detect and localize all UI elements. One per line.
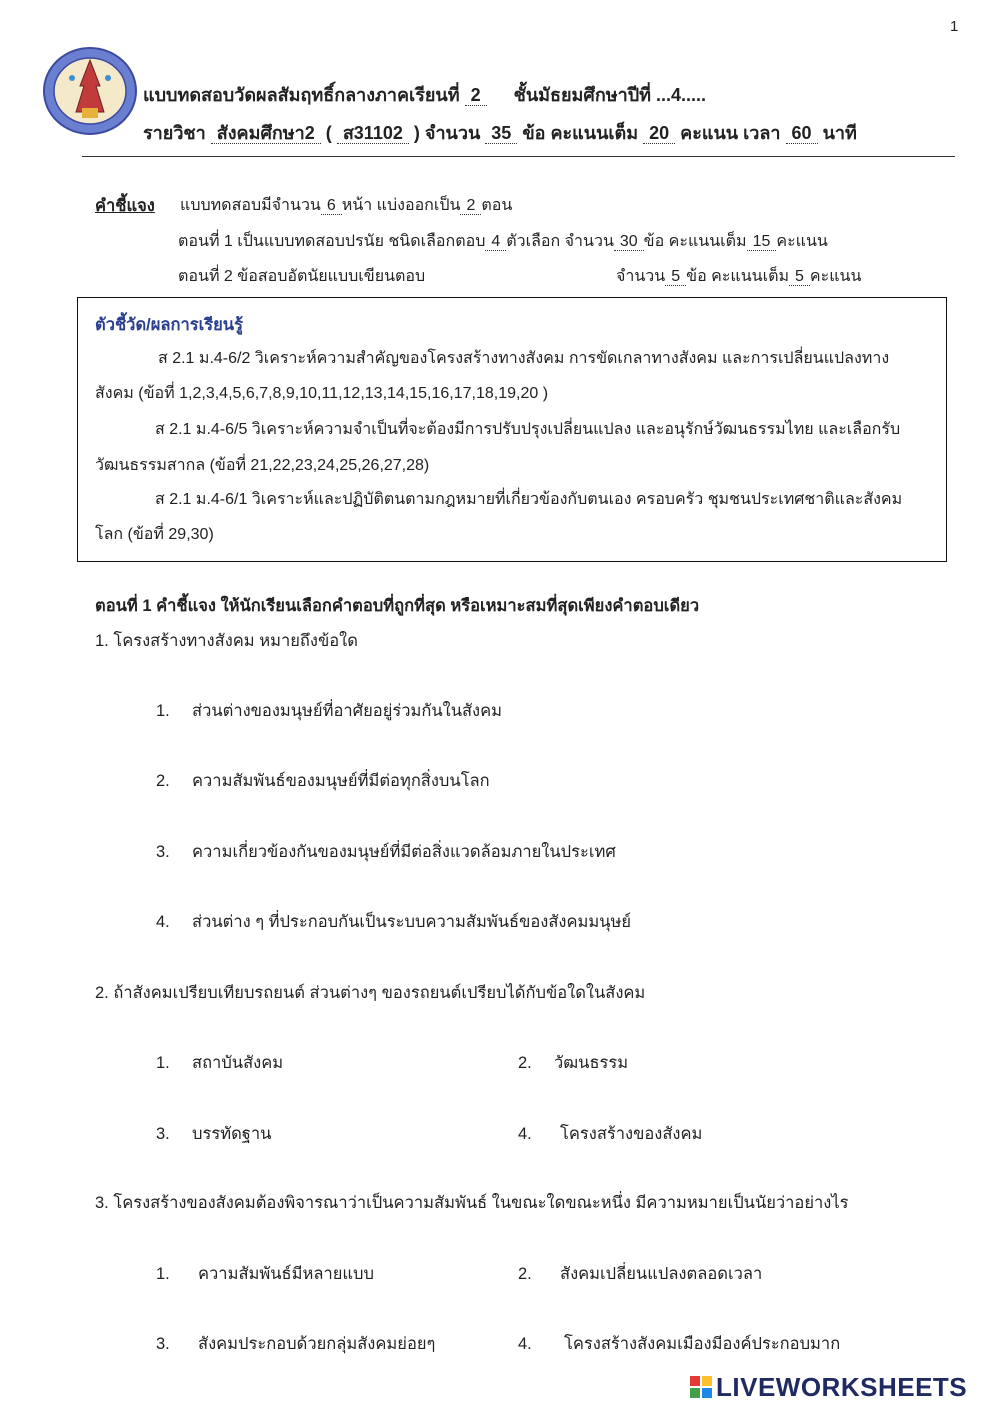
indicator-3-line-1: ส 2.1 ม.4-6/1 วิเคราะห์และปฏิบัติตนตามกฎหมายที่เกี่ยวข้องกับตนเอง ครอบครัว ชุมชนประเทศชาติและสังคม bbox=[155, 491, 903, 508]
instr-text: ข้อ คะแนนเต็ม bbox=[686, 268, 790, 285]
subject-line bbox=[143, 118, 857, 147]
instructions-title: คำชี้แจง bbox=[95, 197, 155, 215]
part2-count-value: 5 bbox=[665, 268, 686, 286]
choice-number: 2. bbox=[518, 1054, 532, 1072]
choice-text: สังคมประกอบด้วยกลุ่มสังคมย่อยๆ bbox=[198, 1335, 436, 1353]
score-label: คะแนนเต็ม bbox=[550, 123, 639, 143]
part1-instruction: ตอนที่ 1 คำชี้แจง ให้นักเรียนเลือกคำตอบที่ถูกที่สุด หรือเหมาะสมที่สุดเพียงคำตอบเดียว bbox=[95, 597, 700, 615]
question-1: 1. โครงสร้างทางสังคม หมายถึงข้อใด bbox=[95, 632, 358, 650]
choice-number: 1. bbox=[156, 1054, 170, 1072]
choice-text: ความสัมพันธ์ของมนุษย์ที่มีต่อทุกสิ่งบนโลก bbox=[192, 772, 490, 790]
q1-choice-3[interactable] bbox=[156, 839, 616, 865]
q2-choice-3[interactable] bbox=[156, 1121, 271, 1147]
choice-text: สังคมเปลี่ยนแปลงตลอดเวลา bbox=[560, 1265, 763, 1283]
q3-choice-1[interactable] bbox=[156, 1261, 374, 1287]
instr-text: แบบทดสอบมีจำนวน bbox=[180, 197, 321, 214]
choice-number: 3. bbox=[156, 843, 170, 861]
choice-text: โครงสร้างของสังคม bbox=[560, 1125, 703, 1143]
school-logo bbox=[42, 46, 138, 136]
subject-value: สังคมศึกษา2 bbox=[211, 123, 321, 144]
choice-number: 4. bbox=[518, 1125, 532, 1143]
exam-title-line bbox=[143, 80, 706, 109]
liveworksheets-icon bbox=[690, 1374, 712, 1396]
open-paren: ( bbox=[325, 123, 332, 143]
parts-value: 2 bbox=[460, 197, 481, 215]
choice-number: 3. bbox=[156, 1125, 170, 1143]
title-prefix: แบบทดสอบวัดผลสัมฤทธิ์กลางภาคเรียนที่ bbox=[143, 85, 460, 105]
subject-label: รายวิชา bbox=[143, 123, 206, 143]
part1-count-value: 30 bbox=[614, 233, 644, 251]
instr-text: ข้อ คะแนนเต็ม bbox=[643, 233, 747, 250]
choice-number: 3. bbox=[156, 1335, 170, 1353]
score-unit: คะแนน bbox=[680, 123, 739, 143]
time-unit: นาที bbox=[822, 123, 857, 143]
q2-choice-1[interactable] bbox=[156, 1050, 283, 1076]
choice-number: 2. bbox=[518, 1265, 532, 1283]
choice-text: วัฒนธรรม bbox=[554, 1054, 629, 1072]
instructions-line-3-right bbox=[616, 264, 861, 289]
q3-choice-4[interactable] bbox=[518, 1331, 840, 1357]
header-divider bbox=[82, 156, 955, 157]
choices-value: 4 bbox=[485, 233, 506, 251]
indicator-3-line-2: โลก (ข้อที่ 29,30) bbox=[95, 526, 214, 543]
indicator-2-line-2: วัฒนธรรมสากล (ข้อที่ 21,22,23,24,25,26,27,28) bbox=[95, 457, 430, 474]
part1-score-value: 15 bbox=[747, 233, 777, 251]
page-number: 1 bbox=[950, 18, 959, 35]
term-value: 2 bbox=[465, 85, 487, 106]
close-paren: ) bbox=[413, 123, 420, 143]
question-2: 2. ถ้าสังคมเปรียบเทียบรถยนต์ ส่วนต่างๆ ของรถยนต์เปรียบได้กับข้อใดในสังคม bbox=[95, 984, 646, 1002]
count-value: 35 bbox=[485, 123, 517, 144]
q2-choice-2[interactable] bbox=[518, 1050, 628, 1076]
choice-text: โครงสร้างสังคมเมืองมีองค์ประกอบมาก bbox=[564, 1335, 841, 1353]
indicator-1-line-1: ส 2.1 ม.4-6/2 วิเคราะห์ความสำคัญของโครงสร้างทางสังคม การขัดเกลาทางสังคม และการเปลี่ยนแปลงทาง bbox=[158, 350, 890, 367]
question-3: 3. โครงสร้างของสังคมต้องพิจารณาว่าเป็นความสัมพันธ์ ในขณะใดขณะหนึ่ง มีความหมายเป็นนัยว่าอย่างไร bbox=[95, 1194, 849, 1212]
choice-text: บรรทัดฐาน bbox=[192, 1125, 272, 1143]
q2-choice-4[interactable] bbox=[518, 1121, 702, 1147]
instr-text: หน้า แบ่งออกเป็น bbox=[341, 197, 461, 214]
instr-text: คะแนน bbox=[809, 268, 862, 285]
instr-text: ตัวเลือก จำนวน bbox=[506, 233, 614, 250]
choice-number: 1. bbox=[156, 702, 170, 720]
level-prefix: ชั้นมัธยมศึกษาปีที่ bbox=[513, 85, 652, 105]
brand-text: LIVEWORKSHEETS bbox=[716, 1372, 968, 1402]
time-value: 60 bbox=[786, 123, 818, 144]
instr-text: จำนวน bbox=[616, 268, 666, 285]
q1-choice-2[interactable] bbox=[156, 768, 490, 794]
choice-number: 4. bbox=[518, 1335, 532, 1353]
indicator-2-line-1: ส 2.1 ม.4-6/5 วิเคราะห์ความจำเป็นที่จะต้องมีการปรับปรุงเปลี่ยนแปลง และอนุรักษ์วัฒนธรรมไทย และเลือกรับ bbox=[155, 421, 901, 438]
instructions-line-3 bbox=[178, 264, 425, 289]
choice-number: 4. bbox=[156, 913, 170, 931]
q3-choice-2[interactable] bbox=[518, 1261, 762, 1287]
liveworksheets-logo bbox=[690, 1372, 967, 1403]
choice-text: ความเกี่ยวข้องกันของมนุษย์ที่มีต่อสิ่งแวดล้อมภายในประเทศ bbox=[192, 843, 616, 861]
level-value: ...4..... bbox=[656, 85, 707, 105]
choice-number: 2. bbox=[156, 772, 170, 790]
instr-text: ตอนที่ 2 ข้อสอบอัตนัยแบบเขียนตอบ bbox=[178, 268, 426, 285]
indicators-title: ตัวชี้วัด/ผลการเรียนรู้ bbox=[95, 316, 243, 334]
time-label: เวลา bbox=[743, 123, 781, 143]
instructions-line-1 bbox=[180, 193, 512, 218]
instr-text: ตอนที่ 1 เป็นแบบทดสอบปรนัย ชนิดเลือกตอบ bbox=[178, 233, 486, 250]
part2-score-value: 5 bbox=[789, 268, 810, 286]
choice-text: ส่วนต่าง ๆ ที่ประกอบกันเป็นระบบความสัมพันธ์ของสังคมมนุษย์ bbox=[192, 913, 632, 931]
q1-choice-4[interactable] bbox=[156, 909, 631, 935]
instructions-line-2 bbox=[178, 229, 828, 254]
q3-choice-3[interactable] bbox=[156, 1331, 435, 1357]
q1-choice-1[interactable] bbox=[156, 698, 502, 724]
choice-number: 1. bbox=[156, 1265, 170, 1283]
choice-text: สถาบันสังคม bbox=[192, 1054, 284, 1072]
choice-text: ส่วนต่างของมนุษย์ที่อาศัยอยู่ร่วมกันในสังคม bbox=[192, 702, 503, 720]
instr-text: ตอน bbox=[481, 197, 513, 214]
count-unit: ข้อ bbox=[522, 123, 546, 143]
course-code: ส31102 bbox=[337, 123, 409, 144]
choice-text: ความสัมพันธ์มีหลายแบบ bbox=[198, 1265, 374, 1283]
score-value: 20 bbox=[643, 123, 675, 144]
pages-value: 6 bbox=[321, 197, 342, 215]
instr-text: คะแนน bbox=[776, 233, 828, 250]
count-label: จำนวน bbox=[424, 123, 481, 143]
indicator-1-line-2: สังคม (ข้อที่ 1,2,3,4,5,6,7,8,9,10,11,12,13,14,15,16,17,18,19,20 ) bbox=[95, 385, 549, 402]
